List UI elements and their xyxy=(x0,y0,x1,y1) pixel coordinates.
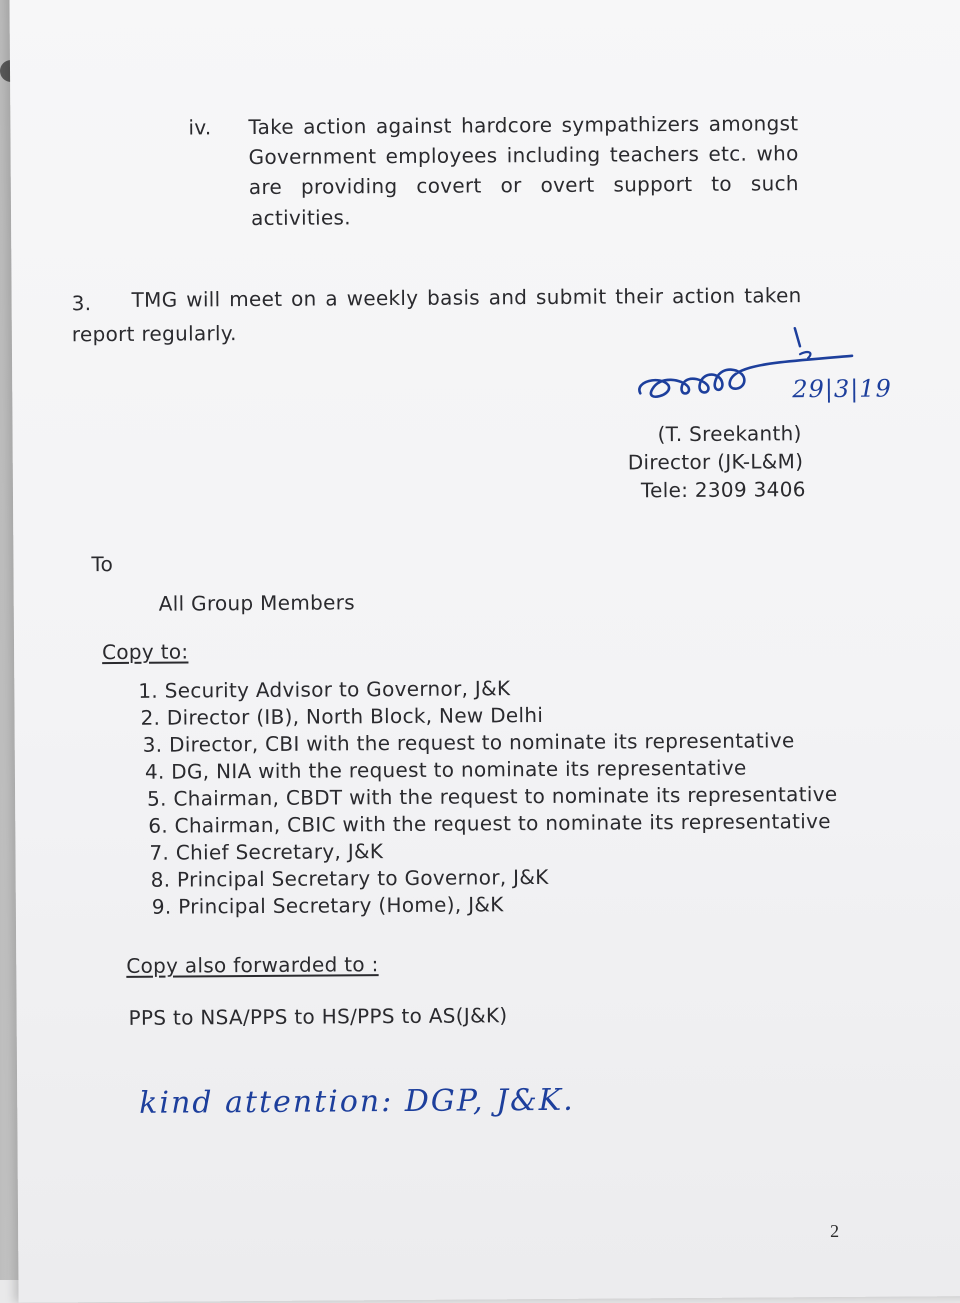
signatory-designation: Director (JK-L&M) xyxy=(627,449,804,475)
copy-also-recipients: PPS to NSA/PPS to HS/PPS to AS(J&K) xyxy=(128,1003,508,1030)
copy-to-item: 5. Chairman, CBDT with the request to nominate its representative xyxy=(147,781,838,811)
signature-date: 29|3|19 xyxy=(792,374,892,404)
para-3-line-2: report regularly. xyxy=(71,321,237,347)
signatory-name: (T. Sreekanth) xyxy=(657,421,802,447)
recipient: All Group Members xyxy=(158,590,356,616)
signatory-telephone: Tele: 2309 3406 xyxy=(640,477,806,503)
item-iv-line-4: activities. xyxy=(250,205,351,231)
copy-to-heading: Copy to: xyxy=(101,639,189,665)
item-iv-marker: iv. xyxy=(188,115,212,140)
copy-to-item: 7. Chief Secretary, J&K xyxy=(149,839,384,865)
copy-to-item: 6. Chairman, CBIC with the request to nominate its representative xyxy=(148,808,831,838)
copy-to-item: 8. Principal Secretary to Governor, J&K xyxy=(150,864,549,892)
para-3-number: 3. xyxy=(71,291,92,316)
copy-to-item: 9. Principal Secretary (Home), J&K xyxy=(151,892,504,919)
item-iv-line-3: are providing covert or overt support to such xyxy=(248,171,799,200)
page-number: 2 xyxy=(830,1220,840,1241)
handwritten-note: kind attention: DGP, J&K. xyxy=(139,1082,575,1121)
to-label: To xyxy=(91,551,114,577)
item-iv-line-1: Take action against hardcore sympathizers amongst xyxy=(248,111,799,140)
copy-to-item: 3. Director, CBI with the request to nominate its representative xyxy=(142,728,795,757)
item-iv-line-2: Government employees including teachers etc. who xyxy=(248,141,799,170)
document-page xyxy=(9,0,960,1303)
para-3-line-1: TMG will meet on a weekly basis and submit their action taken xyxy=(131,283,802,312)
copy-to-item: 1. Security Advisor to Governor, J&K xyxy=(138,676,511,703)
copy-to-item: 4. DG, NIA with the request to nominate its representative xyxy=(144,755,747,784)
copy-also-heading: Copy also forwarded to : xyxy=(126,952,379,978)
copy-to-item: 2. Director (IB), North Block, New Delhi xyxy=(140,702,544,730)
